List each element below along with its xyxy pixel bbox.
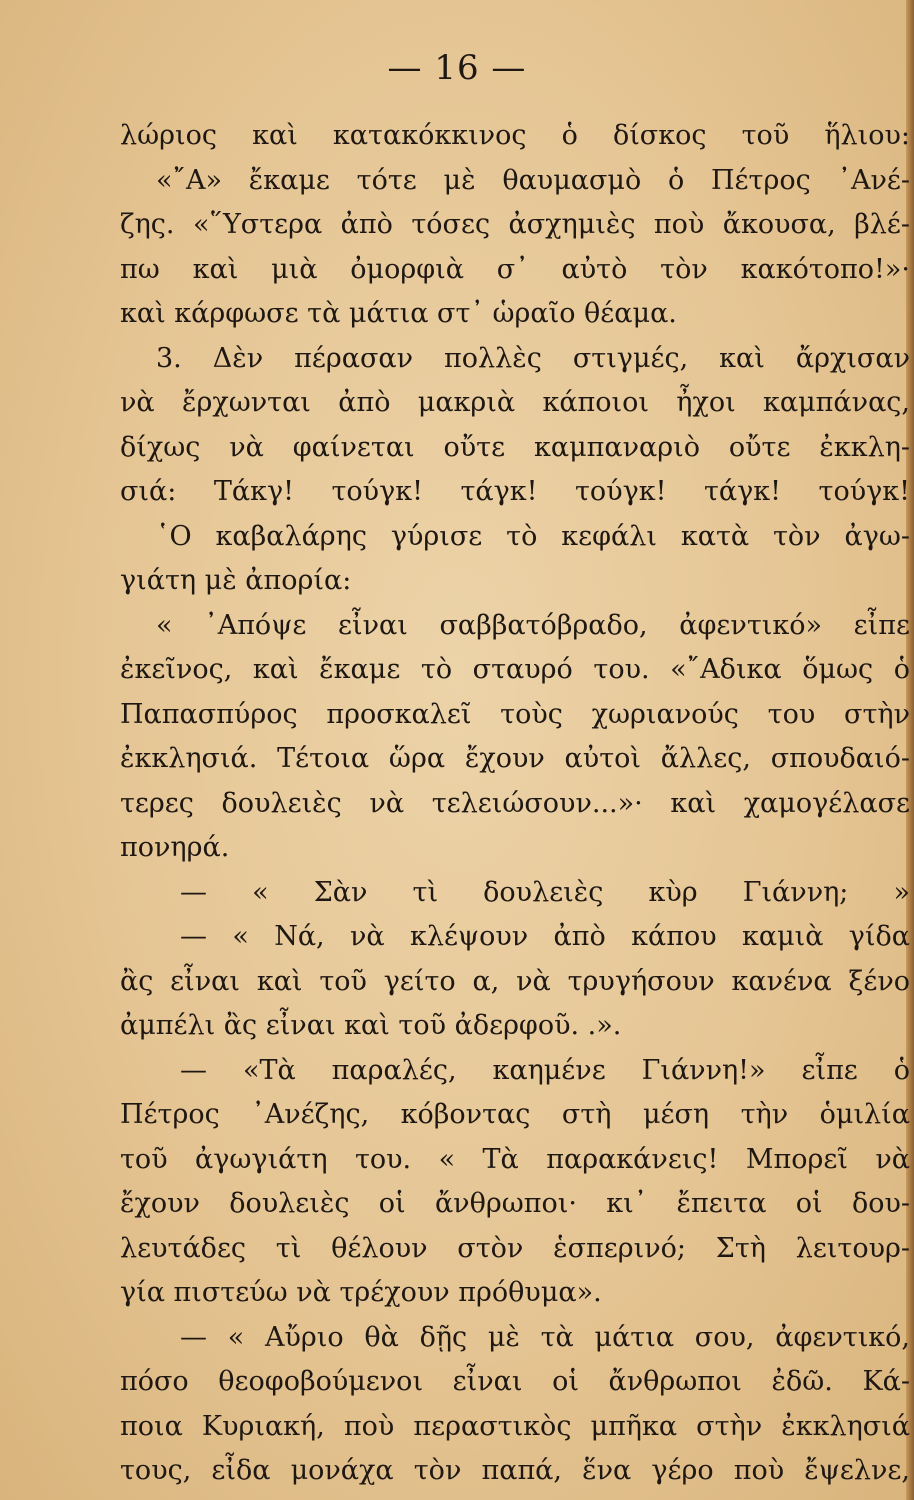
text-line: πω καὶ μιὰ ὀμορφιὰ σ᾿ αὐτὸ τὸν κακότοπο!»· (120, 253, 910, 285)
text-line: — «Τὰ παραλές, καημένε Γιάννη!» εἶπε ὁ (180, 1054, 910, 1086)
text-line: ἀμπέλι ἂς εἶναι καὶ τοῦ ἀδερφοῦ. .». (120, 1010, 622, 1041)
text-line: ζης. «῞Υστερα ἀπὸ τόσες ἀσχημιὲς ποὺ ἄκουσα, βλέ- (120, 209, 910, 240)
text-line: Πέτρος ᾿Ανέζης, κόβοντας στὴ μέση τὴν ὁμιλία (120, 1099, 910, 1130)
text-line: σιά: Τάκγ! τούγκ! τάγκ! τούγκ! τάγκ! τούγκ! (120, 476, 910, 507)
text-line: καὶ κάρφωσε τὰ μάτια στ᾿ ὡραῖο θέαμα. (120, 298, 677, 329)
text-line: νὰ ἔρχωνται ἀπὸ μακριὰ κάποιοι ἦχοι καμπάνας, (120, 387, 910, 418)
text-line: δίχως νὰ φαίνεται οὔτε καμπαναριὸ οὔτε ἐκκλη- (120, 431, 910, 463)
text-line: ῾Ο καβαλάρης γύρισε τὸ κεφάλι κατὰ τὸν ἀγω- (156, 520, 910, 552)
text-line: γία πιστεύω νὰ τρέχουν πρόθυμα». (120, 1277, 602, 1308)
text-line: «῎Α» ἔκαμε τότε μὲ θαυμασμὸ ὁ Πέτρος ᾿Ανέ- (156, 164, 910, 196)
text-line: « ᾿Απόψε εἶναι σαββατόβραδο, ἀφεντικό» εἶπε (156, 609, 910, 641)
text-line: γιάτη μὲ ἀπορία: (120, 565, 352, 596)
text-line: τους, εἶδα μονάχα τὸν παπά, ἕνα γέρο ποὺ ἔψελνε, (120, 1455, 910, 1486)
text-line: πονηρά. (120, 832, 230, 863)
text-line: τερες δουλειὲς νὰ τελειώσουν...»· καὶ χαμογέλασε (120, 787, 910, 819)
text-line: λώριος καὶ κατακόκκινος ὁ δίσκος τοῦ ἥλιου: (120, 120, 910, 151)
text-line: ποια Κυριακή, ποὺ περαστικὸς μπῆκα στὴν ἐκκλησιά (120, 1410, 910, 1442)
text-line: — « Νά, νὰ κλέψουν ἀπὸ κάπου καμιὰ γίδα (180, 921, 910, 952)
text-line: ἂς εἶναι καὶ τοῦ γείτο α, νὰ τρυγήσουν κανένα ξένο (120, 965, 910, 997)
text-line: 3. Δὲν πέρασαν πολλὲς στιγμές, καὶ ἄρχισαν (156, 342, 910, 374)
text-line: λευτάδες τὶ θέλουν στὸν ἑσπερινό; Στὴ λειτουρ- (120, 1232, 910, 1264)
text-line: τοῦ ἀγωγιάτη του. « Τὰ παρακάνεις! Μπορεῖ νὰ (120, 1143, 910, 1175)
text-line: Παπασπύρος προσκαλεῖ τοὺς χωριανούς του στὴν (120, 698, 910, 730)
body-text (120, 114, 910, 1494)
page-number: — 16 — (387, 48, 527, 88)
text-line: ἔχουν δουλειὲς οἱ ἄνθρωποι· κι᾿ ἔπειτα οἱ δου- (120, 1188, 910, 1219)
text-line: — « Αὔριο θὰ δῇς μὲ τὰ μάτια σου, ἀφεντικό, (180, 1321, 910, 1353)
text-line: — « Σὰν τὶ δουλειὲς κὺρ Γιάννη; » (180, 876, 910, 908)
text-line: ἐκεῖνος, καὶ ἔκαμε τὸ σταυρό του. «῎Αδικα ὅμως ὁ (120, 654, 910, 685)
text-line: πόσο θεοφοβούμενοι εἶναι οἱ ἄνθρωποι ἐδῶ. Κά- (120, 1366, 910, 1397)
text-line: ἐκκλησιά. Τέτοια ὥρα ἔχουν αὐτοὶ ἄλλες, σπουδαιό- (120, 743, 910, 774)
